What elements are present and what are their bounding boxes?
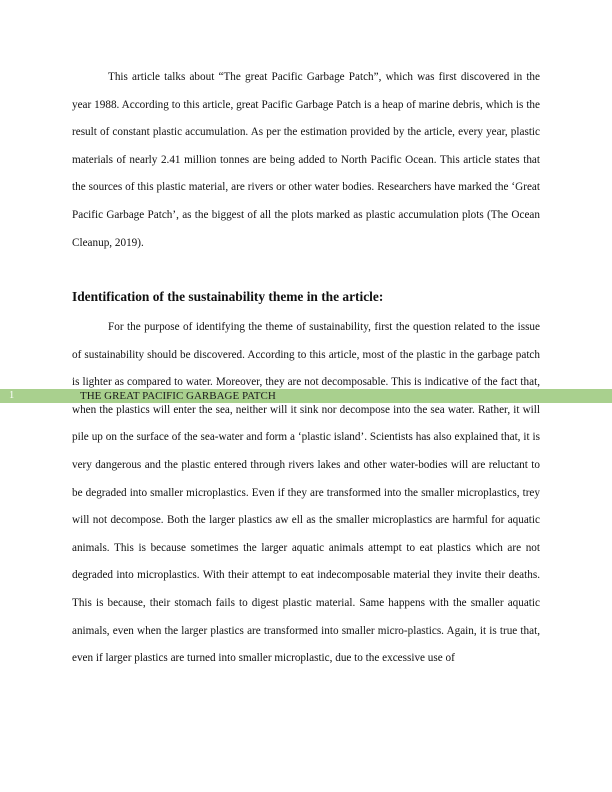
body-paragraph-sustainability: For the purpose of identifying the theme of sustainability, first the question related to the issue of sustainability should be discovered. According to this article, most of the plastic in the garbage patch is lighter as compared to water. Moreover, they are not decomposable. This is indicative of the fact that, when the plastics will enter the sea, neither will it sink nor decompose into the sea water. Rather, it will pile up on the surface of the sea-water and form a ‘plastic island’. Scientists has also explained that, it is very dangerous and the plastic entered through rivers lakes and other water-bodies will are reluctant to be degraded into smaller microplastics. Even if they are transformed into the smaller microplastics, trey will not decompose. Both the larger plastics aw ell as the smaller microplastics are harmful for aquatic animals. This is because sometimes the larger aquatic animals attempt to eat plastics which are not degraded into microplastics. With their attempt to eat indecomposable material they invite their deaths. This is because, their stomach fails to digest plastic material. Same happens with the smaller aquatic animals, even when the larger plastics are transformed into smaller micro-plastics. Again, it is true that, even if larger plastics are turned into smaller microplastic, due to the excessive use of xyxy=(72,321,540,665)
section-heading: Identification of the sustainability theme in the article: xyxy=(72,289,384,304)
body-paragraph-intro: This article talks about “The great Pacific Garbage Patch”, which was first discovered in the year 1988. According to this article, great Pacific Garbage Patch is a heap of marine debris, which is the result of constant plastic accumulation. As per the estimation provided by the article, every year, plastic materials of nearly 2.41 million tonnes are being added to North Pacific Ocean. This article states that the sources of this plastic material, are rivers or other water bodies. Researchers have marked the ‘Great Pacific Garbage Patch’, as the biggest of all the plots marked as plastic accumulation plots (The Ocean Cleanup, 2019). xyxy=(72,71,540,249)
page-number: 1 xyxy=(9,390,15,401)
running-head-title: THE GREAT PACIFIC GARBAGE PATCH xyxy=(80,390,276,402)
running-header-band xyxy=(0,389,612,403)
